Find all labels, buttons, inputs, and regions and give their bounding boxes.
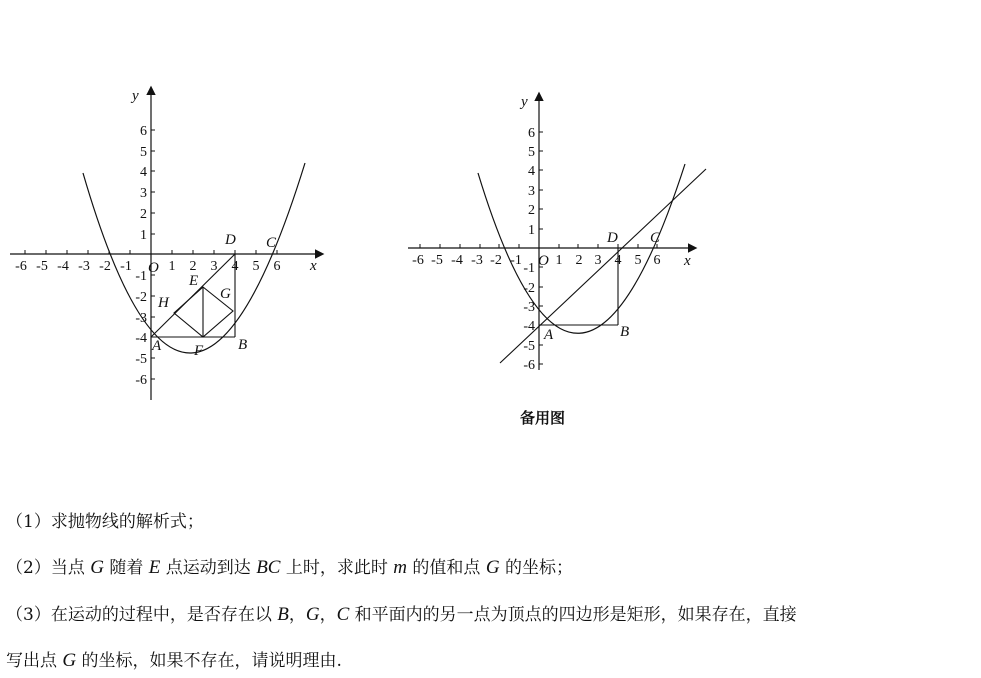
x-tick: -1 <box>510 253 522 268</box>
x-tick: -2 <box>99 259 111 274</box>
main-figure <box>0 80 340 410</box>
point-A-label: A <box>152 338 162 354</box>
point-F-label: F <box>194 343 204 359</box>
x-tick: 4 <box>614 253 622 268</box>
y-tick: 3 <box>528 184 535 199</box>
x-tick: 2 <box>189 259 197 274</box>
x-tick: -6 <box>412 253 424 268</box>
x-tick: 2 <box>575 253 583 268</box>
origin-label: O <box>538 253 549 269</box>
y-tick: -5 <box>135 352 147 367</box>
x-tick: 1 <box>555 253 563 268</box>
x-tick: 5 <box>252 259 260 274</box>
point-H-label: H <box>158 295 169 311</box>
y-tick: 4 <box>140 165 147 180</box>
point-B-label: B <box>238 337 248 353</box>
y-tick: 1 <box>140 228 147 243</box>
point-D-label: D <box>607 230 618 246</box>
x-tick: -1 <box>120 259 132 274</box>
x-tick: 1 <box>168 259 176 274</box>
y-tick: -2 <box>523 281 535 296</box>
y-tick: -1 <box>135 269 147 284</box>
y-tick: 1 <box>528 223 535 238</box>
question-2: （2）当点 G 随着 E 点运动到达 BC 上时，求此时 m 的值和点 G 的坐标； <box>6 557 573 578</box>
y-tick: -3 <box>135 311 147 326</box>
y-tick: -3 <box>523 300 535 315</box>
y-tick: -6 <box>135 373 147 388</box>
y-axis-label: y <box>521 94 528 110</box>
x-axis-label: x <box>310 258 317 274</box>
x-tick: 6 <box>653 253 661 268</box>
x-tick: 3 <box>210 259 218 274</box>
parabola <box>478 164 685 333</box>
y-tick: 2 <box>528 203 535 218</box>
question-3-line-2: 写出点 G 的坐标，如果不存在，请说明理由. <box>6 650 342 671</box>
y-tick: 3 <box>140 186 147 201</box>
question-1: （1）求抛物线的解析式； <box>6 512 204 532</box>
y-tick: -4 <box>135 331 147 346</box>
y-tick: 6 <box>528 126 535 141</box>
y-tick: -4 <box>523 319 535 334</box>
x-tick: -6 <box>15 259 27 274</box>
x-axis-label: x <box>684 253 691 269</box>
point-C-label: C <box>266 235 277 251</box>
point-E-label: E <box>189 273 199 289</box>
x-tick: 6 <box>273 259 281 274</box>
y-tick: 5 <box>528 145 535 160</box>
x-tick: 4 <box>231 259 239 274</box>
x-tick: -4 <box>57 259 69 274</box>
backup-figure <box>400 85 710 375</box>
point-D-label: D <box>225 232 236 248</box>
y-tick: 5 <box>140 145 147 160</box>
x-tick: -3 <box>78 259 90 274</box>
figure-caption: 备用图 <box>520 409 566 427</box>
x-tick: -5 <box>36 259 48 274</box>
point-B-label: B <box>620 324 630 340</box>
question-3-line-1: （3）在运动的过程中，是否存在以 B，G，C 和平面内的另一点为顶点的四边形是矩形，如果存在，直接 <box>6 604 797 625</box>
point-A-label: A <box>544 327 554 343</box>
x-tick: -2 <box>490 253 502 268</box>
y-tick: 6 <box>140 124 147 139</box>
x-tick: 5 <box>634 253 642 268</box>
origin-label: O <box>148 260 159 276</box>
x-tick: -4 <box>451 253 463 268</box>
x-tick: 3 <box>594 253 602 268</box>
point-G-label: G <box>220 286 231 302</box>
point-C-label: C <box>650 230 661 246</box>
y-tick: -6 <box>523 358 535 373</box>
y-tick: -1 <box>523 261 535 276</box>
x-tick: -5 <box>431 253 443 268</box>
y-tick: 4 <box>528 164 535 179</box>
y-tick: 2 <box>140 207 147 222</box>
y-axis-label: y <box>132 88 139 104</box>
x-tick: -3 <box>471 253 483 268</box>
y-tick: -5 <box>523 339 535 354</box>
y-tick: -2 <box>135 290 147 305</box>
